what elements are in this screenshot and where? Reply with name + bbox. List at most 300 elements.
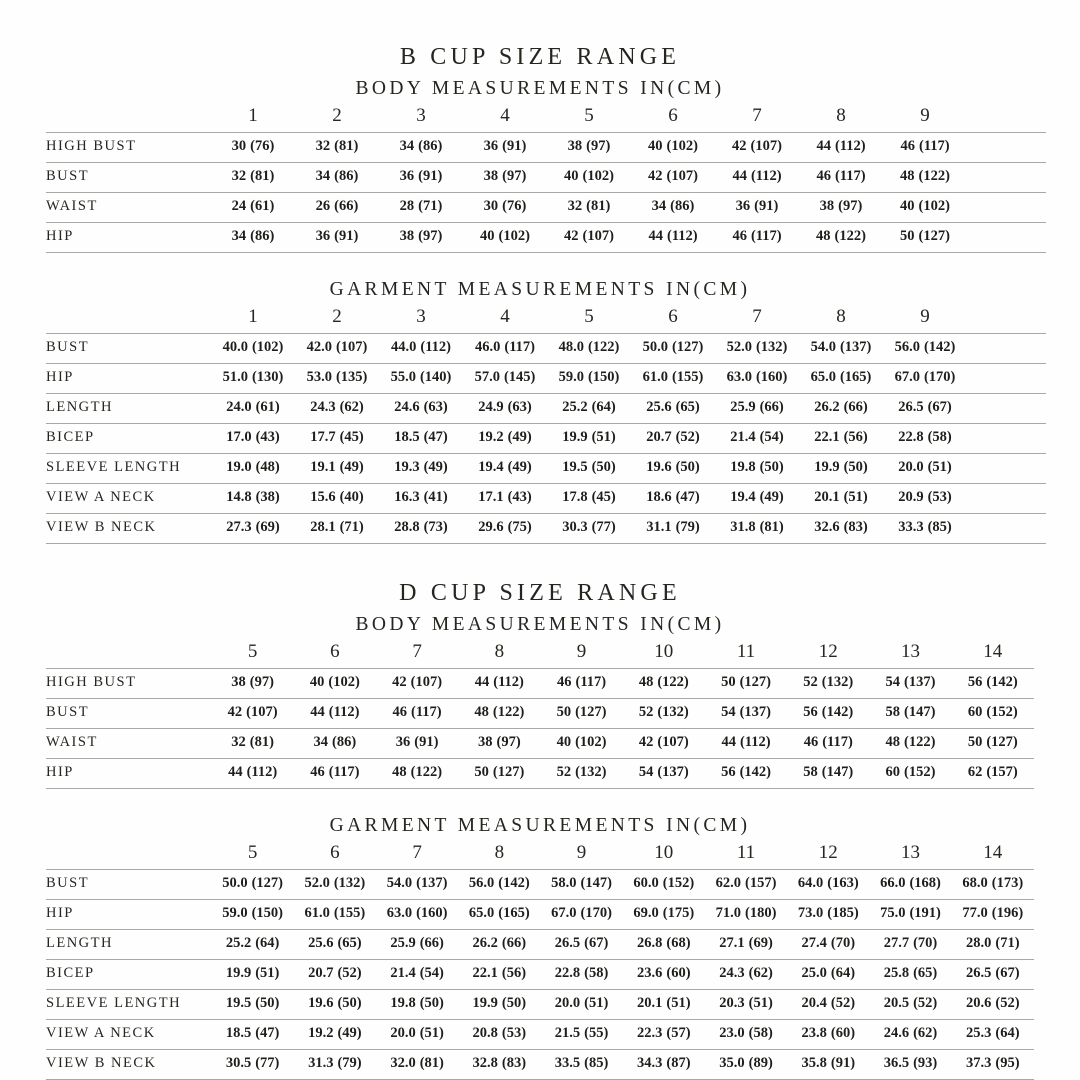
column-header-size-1: 1 (248, 105, 258, 126)
measurement-cell: 38 (97) (458, 728, 540, 758)
measurement-cell: 19.9 (51) (547, 423, 631, 453)
measurement-cell: 71.0 (180) (705, 899, 787, 929)
measurement-cell: 56.0 (142) (458, 869, 540, 899)
measurement-cell: 42 (107) (547, 222, 631, 252)
measurement-cell: 62.0 (157) (705, 869, 787, 899)
measurement-cell: 68.0 (173) (952, 869, 1034, 899)
row-label-header (46, 106, 211, 132)
table-b-cup-garment (46, 307, 1046, 544)
measurement-cell: 20.0 (51) (376, 1019, 458, 1049)
measurement-cell-spacer (967, 453, 1046, 483)
table-head (46, 307, 1046, 333)
measurement-cell: 21.4 (54) (376, 959, 458, 989)
measurement-cell: 46 (117) (376, 698, 458, 728)
row-label-header (46, 843, 212, 869)
measurement-cell: 38 (97) (547, 132, 631, 162)
measurement-cell: 36 (91) (295, 222, 379, 252)
column-header-size-5: 5 (584, 305, 594, 327)
measurement-cell: 20.9 (53) (883, 483, 967, 513)
column-header-size-5: 5 (247, 841, 258, 863)
measurement-cell: 19.5 (50) (212, 989, 294, 1019)
column-header-size-6: 6 (330, 640, 340, 662)
measurement-cell: 22.1 (56) (458, 959, 540, 989)
measurement-cell: 56.0 (142) (883, 333, 967, 363)
table-row (46, 513, 1046, 543)
measurement-cell: 50 (127) (458, 758, 540, 788)
measurement-cell: 36.5 (93) (869, 1049, 951, 1079)
subtitle-b-cup-body: BODY MEASUREMENTS IN(CM) (355, 78, 725, 99)
measurement-cell: 29.6 (75) (463, 513, 547, 543)
measurement-cell: 22.3 (57) (623, 1019, 705, 1049)
measurement-cell: 17.0 (43) (211, 423, 295, 453)
row-label: LENGTH (46, 929, 212, 959)
measurement-cell: 56 (142) (705, 758, 787, 788)
measurement-cell: 52.0 (132) (294, 869, 376, 899)
measurement-cell: 19.9 (50) (799, 453, 883, 483)
measurement-cell: 60 (152) (952, 698, 1034, 728)
measurement-cell: 34 (86) (631, 192, 715, 222)
column-header-size-4: 4 (500, 305, 510, 327)
measurement-cell: 31.8 (81) (715, 513, 799, 543)
measurement-cell: 46 (117) (294, 758, 376, 788)
table-row (46, 929, 1034, 959)
measurement-cell: 24.6 (62) (869, 1019, 951, 1049)
measurement-cell: 63.0 (160) (376, 899, 458, 929)
column-header-spacer (967, 106, 1046, 132)
measurement-cell: 21.5 (55) (540, 1019, 622, 1049)
table-row (46, 728, 1034, 758)
measurement-cell: 51.0 (130) (211, 363, 295, 393)
measurement-cell: 36 (91) (715, 192, 799, 222)
measurement-cell: 24.3 (62) (705, 959, 787, 989)
row-label: VIEW A NECK (46, 1019, 212, 1049)
measurement-cell: 15.6 (40) (295, 483, 379, 513)
measurement-cell: 20.8 (53) (458, 1019, 540, 1049)
measurement-cell: 73.0 (185) (787, 899, 869, 929)
section-d-cup (46, 580, 1034, 1080)
measurement-cell: 54.0 (137) (799, 333, 883, 363)
measurement-cell: 30 (76) (463, 192, 547, 222)
measurement-cell: 26.5 (67) (883, 393, 967, 423)
table-head (46, 106, 1046, 132)
column-header-row (46, 106, 1046, 132)
row-label: VIEW A NECK (46, 483, 211, 513)
measurement-cell: 32 (81) (295, 132, 379, 162)
measurement-cell: 67.0 (170) (540, 899, 622, 929)
measurement-cell: 65.0 (165) (458, 899, 540, 929)
measurement-cell: 46.0 (117) (463, 333, 547, 363)
measurement-cell: 23.6 (60) (623, 959, 705, 989)
measurement-cell: 18.6 (47) (631, 483, 715, 513)
row-label: WAIST (46, 728, 212, 758)
measurement-cell: 48 (122) (376, 758, 458, 788)
measurement-cell: 46 (117) (883, 132, 967, 162)
measurement-cell: 67.0 (170) (883, 363, 967, 393)
table-row (46, 333, 1046, 363)
measurement-cell: 36 (91) (379, 162, 463, 192)
column-header-size-6: 6 (668, 105, 678, 126)
measurement-cell: 54 (137) (869, 668, 951, 698)
measurement-cell: 48 (122) (799, 222, 883, 252)
row-label: HIP (46, 758, 212, 788)
column-header-size-13: 13 (900, 841, 920, 863)
measurement-cell: 40 (102) (540, 728, 622, 758)
measurement-cell: 55.0 (140) (379, 363, 463, 393)
measurement-cell: 32 (81) (211, 162, 295, 192)
measurement-cell: 27.7 (70) (869, 929, 951, 959)
table-row (46, 698, 1034, 728)
table-body (46, 869, 1034, 1079)
table-row (46, 423, 1046, 453)
measurement-cell: 20.5 (52) (869, 989, 951, 1019)
measurement-cell: 19.1 (49) (295, 453, 379, 483)
measurement-cell: 40 (102) (883, 192, 967, 222)
column-header-size-12: 12 (818, 841, 838, 863)
measurement-cell: 30 (76) (211, 132, 295, 162)
measurement-cell: 32.0 (81) (376, 1049, 458, 1079)
measurement-cell: 22.8 (58) (540, 959, 622, 989)
measurement-cell: 46 (117) (540, 668, 622, 698)
measurement-cell: 17.7 (45) (295, 423, 379, 453)
measurement-cell: 54 (137) (623, 758, 705, 788)
measurement-cell: 46 (117) (787, 728, 869, 758)
measurement-cell: 60 (152) (869, 758, 951, 788)
measurement-cell: 44 (112) (705, 728, 787, 758)
measurement-cell: 19.9 (50) (458, 989, 540, 1019)
measurement-cell: 44 (112) (799, 132, 883, 162)
measurement-cell: 50 (127) (705, 668, 787, 698)
column-header-size-5: 5 (584, 105, 594, 126)
row-label: BUST (46, 698, 212, 728)
measurement-cell: 48 (122) (883, 162, 967, 192)
measurement-cell: 33.3 (85) (883, 513, 967, 543)
measurement-cell: 19.6 (50) (631, 453, 715, 483)
measurement-cell: 46 (117) (799, 162, 883, 192)
section-title-d-cup: D CUP SIZE RANGE (399, 579, 681, 606)
column-header-size-3: 3 (416, 105, 426, 126)
column-header-size-8: 8 (836, 305, 846, 327)
measurement-cell: 19.8 (50) (715, 453, 799, 483)
row-label: BICEP (46, 959, 212, 989)
measurement-cell-spacer (967, 162, 1046, 192)
measurement-cell: 25.8 (65) (869, 959, 951, 989)
measurement-cell: 21.4 (54) (715, 423, 799, 453)
measurement-cell: 40 (102) (463, 222, 547, 252)
measurement-cell: 66.0 (168) (869, 869, 951, 899)
measurement-cell: 19.3 (49) (379, 453, 463, 483)
measurement-cell: 28.8 (73) (379, 513, 463, 543)
measurement-cell: 44 (112) (631, 222, 715, 252)
measurement-cell: 35.8 (91) (787, 1049, 869, 1079)
column-header-size-14: 14 (983, 640, 1003, 662)
table-b-cup-body (46, 106, 1046, 253)
measurement-cell: 20.1 (51) (799, 483, 883, 513)
table-row (46, 453, 1046, 483)
measurement-cell: 32.6 (83) (799, 513, 883, 543)
measurement-cell: 37.3 (95) (952, 1049, 1034, 1079)
measurement-cell: 58 (147) (869, 698, 951, 728)
measurement-cell: 26.2 (66) (458, 929, 540, 959)
measurement-cell: 17.1 (43) (463, 483, 547, 513)
measurement-cell: 24.6 (63) (379, 393, 463, 423)
measurement-cell: 34 (86) (294, 728, 376, 758)
table-body (46, 333, 1046, 543)
row-label: VIEW B NECK (46, 513, 211, 543)
column-header-row (46, 642, 1034, 668)
measurement-cell-spacer (967, 423, 1046, 453)
table-row (46, 959, 1034, 989)
table-body (46, 668, 1034, 788)
measurement-cell: 36 (91) (463, 132, 547, 162)
measurement-cell: 52 (132) (787, 668, 869, 698)
measurement-cell: 48 (122) (869, 728, 951, 758)
column-header-size-6: 6 (668, 305, 678, 327)
row-label: HIP (46, 899, 212, 929)
table-row (46, 132, 1046, 162)
measurement-cell: 52.0 (132) (715, 333, 799, 363)
row-label: LENGTH (46, 393, 211, 423)
measurement-cell-spacer (967, 222, 1046, 252)
measurement-cell: 62 (157) (952, 758, 1034, 788)
column-header-size-5: 5 (247, 640, 258, 662)
measurement-cell: 32 (81) (212, 728, 294, 758)
measurement-cell: 35.0 (89) (705, 1049, 787, 1079)
table-row (46, 222, 1046, 252)
subtitle-b-cup-garment: GARMENT MEASUREMENTS IN(CM) (329, 278, 751, 300)
measurement-cell: 19.2 (49) (294, 1019, 376, 1049)
table-row (46, 668, 1034, 698)
table-head (46, 642, 1034, 668)
measurement-cell: 40 (102) (631, 132, 715, 162)
measurement-cell: 26.2 (66) (799, 393, 883, 423)
measurement-cell: 25.9 (66) (376, 929, 458, 959)
column-header-spacer (967, 307, 1046, 333)
row-label: SLEEVE LENGTH (46, 453, 211, 483)
measurement-cell: 44.0 (112) (379, 333, 463, 363)
column-header-size-1: 1 (248, 305, 258, 327)
table-row (46, 869, 1034, 899)
measurement-cell: 28.0 (71) (952, 929, 1034, 959)
measurement-cell: 34 (86) (379, 132, 463, 162)
measurement-cell-spacer (967, 132, 1046, 162)
table-row (46, 758, 1034, 788)
column-header-size-11: 11 (736, 841, 756, 863)
measurement-cell-spacer (967, 333, 1046, 363)
measurement-cell-spacer (967, 363, 1046, 393)
measurement-cell: 26.5 (67) (540, 929, 622, 959)
measurement-cell: 64.0 (163) (787, 869, 869, 899)
measurement-cell: 32.8 (83) (458, 1049, 540, 1079)
measurement-cell: 25.2 (64) (547, 393, 631, 423)
measurement-cell: 58 (147) (787, 758, 869, 788)
row-label: HIGH BUST (46, 132, 211, 162)
column-header-size-13: 13 (900, 640, 920, 662)
measurement-cell: 19.6 (50) (294, 989, 376, 1019)
column-header-size-7: 7 (752, 105, 762, 126)
measurement-cell: 24.0 (61) (211, 393, 295, 423)
measurement-cell: 22.1 (56) (799, 423, 883, 453)
column-header-size-7: 7 (412, 841, 422, 863)
column-header-size-4: 4 (500, 105, 510, 126)
row-label: HIP (46, 222, 211, 252)
measurement-cell: 25.2 (64) (212, 929, 294, 959)
measurement-cell: 48.0 (122) (547, 333, 631, 363)
measurement-cell: 24.3 (62) (295, 393, 379, 423)
measurement-cell: 60.0 (152) (623, 869, 705, 899)
measurement-cell: 61.0 (155) (294, 899, 376, 929)
measurement-cell: 27.4 (70) (787, 929, 869, 959)
measurement-cell: 24 (61) (211, 192, 295, 222)
column-header-size-10: 10 (654, 640, 674, 662)
measurement-cell: 50.0 (127) (631, 333, 715, 363)
measurement-cell: 75.0 (191) (869, 899, 951, 929)
measurement-cell: 59.0 (150) (212, 899, 294, 929)
measurement-cell: 26 (66) (295, 192, 379, 222)
measurement-cell: 20.0 (51) (883, 453, 967, 483)
row-label-header (46, 642, 212, 668)
row-label: BUST (46, 333, 211, 363)
measurement-cell: 18.5 (47) (212, 1019, 294, 1049)
measurement-cell-spacer (967, 483, 1046, 513)
column-header-size-10: 10 (654, 841, 674, 863)
measurement-cell: 38 (97) (379, 222, 463, 252)
subtitle-d-cup-garment: GARMENT MEASUREMENTS IN(CM) (329, 814, 751, 836)
measurement-cell: 25.6 (65) (631, 393, 715, 423)
measurement-cell: 61.0 (155) (631, 363, 715, 393)
measurement-cell: 58.0 (147) (540, 869, 622, 899)
column-header-size-7: 7 (752, 305, 762, 327)
column-header-size-2: 2 (332, 305, 342, 327)
measurement-cell: 19.5 (50) (547, 453, 631, 483)
measurement-cell: 19.2 (49) (463, 423, 547, 453)
table-row (46, 162, 1046, 192)
measurement-cell: 22.8 (58) (883, 423, 967, 453)
table-row (46, 192, 1046, 222)
measurement-cell: 42 (107) (212, 698, 294, 728)
table-row (46, 899, 1034, 929)
measurement-cell-spacer (967, 513, 1046, 543)
measurement-cell: 40 (102) (294, 668, 376, 698)
measurement-cell: 26.8 (68) (623, 929, 705, 959)
table-row (46, 989, 1034, 1019)
measurement-cell: 25.0 (64) (787, 959, 869, 989)
measurement-cell: 20.4 (52) (787, 989, 869, 1019)
measurement-cell: 42 (107) (623, 728, 705, 758)
column-header-size-6: 6 (330, 841, 340, 863)
table-d-cup-garment (46, 843, 1034, 1080)
measurement-cell: 23.8 (60) (787, 1019, 869, 1049)
measurement-cell: 27.3 (69) (211, 513, 295, 543)
measurement-cell: 31.3 (79) (294, 1049, 376, 1079)
measurement-cell: 27.1 (69) (705, 929, 787, 959)
measurement-cell: 23.0 (58) (705, 1019, 787, 1049)
measurement-cell: 40.0 (102) (211, 333, 295, 363)
column-header-size-8: 8 (836, 105, 846, 126)
measurement-cell: 38 (97) (799, 192, 883, 222)
column-header-size-7: 7 (412, 640, 422, 662)
measurement-cell: 44 (112) (212, 758, 294, 788)
row-label: HIGH BUST (46, 668, 212, 698)
table-row (46, 483, 1046, 513)
measurement-cell: 20.3 (51) (705, 989, 787, 1019)
measurement-cell: 14.8 (38) (211, 483, 295, 513)
column-header-size-2: 2 (332, 105, 342, 126)
row-label: HIP (46, 363, 211, 393)
measurement-cell: 25.6 (65) (294, 929, 376, 959)
table-row (46, 393, 1046, 423)
table-body (46, 132, 1046, 252)
measurement-cell: 20.7 (52) (294, 959, 376, 989)
column-header-size-9: 9 (920, 305, 930, 327)
table-row (46, 1049, 1034, 1079)
measurement-cell: 25.9 (66) (715, 393, 799, 423)
measurement-cell: 42 (107) (715, 132, 799, 162)
row-label: WAIST (46, 192, 211, 222)
measurement-cell: 54.0 (137) (376, 869, 458, 899)
measurement-cell: 42 (107) (376, 668, 458, 698)
column-header-size-11: 11 (736, 640, 756, 662)
measurement-cell: 50 (127) (540, 698, 622, 728)
measurement-cell: 20.0 (51) (540, 989, 622, 1019)
measurement-cell: 17.8 (45) (547, 483, 631, 513)
measurement-cell: 44 (112) (715, 162, 799, 192)
measurement-cell: 44 (112) (458, 668, 540, 698)
table-head (46, 843, 1034, 869)
column-header-size-9: 9 (576, 640, 587, 662)
measurement-cell: 65.0 (165) (799, 363, 883, 393)
measurement-cell: 59.0 (150) (547, 363, 631, 393)
column-header-size-8: 8 (494, 640, 505, 662)
measurement-cell: 48 (122) (623, 668, 705, 698)
measurement-cell: 53.0 (135) (295, 363, 379, 393)
table-row (46, 1019, 1034, 1049)
measurement-cell: 42 (107) (631, 162, 715, 192)
measurement-cell-spacer (967, 192, 1046, 222)
row-label-header (46, 307, 211, 333)
column-header-size-9: 9 (920, 105, 930, 126)
measurement-cell: 24.9 (63) (463, 393, 547, 423)
measurement-cell: 31.1 (79) (631, 513, 715, 543)
column-header-row (46, 843, 1034, 869)
table-row (46, 363, 1046, 393)
measurement-cell: 36 (91) (376, 728, 458, 758)
measurement-cell: 30.5 (77) (212, 1049, 294, 1079)
subtitle-d-cup-body: BODY MEASUREMENTS IN(CM) (355, 613, 725, 635)
measurement-cell: 46 (117) (715, 222, 799, 252)
measurement-cell: 19.0 (48) (211, 453, 295, 483)
measurement-cell: 19.8 (50) (376, 989, 458, 1019)
row-label: BICEP (46, 423, 211, 453)
measurement-cell: 34 (86) (211, 222, 295, 252)
measurement-cell: 33.5 (85) (540, 1049, 622, 1079)
measurement-cell: 38 (97) (212, 668, 294, 698)
measurement-cell: 20.7 (52) (631, 423, 715, 453)
measurement-cell: 28.1 (71) (295, 513, 379, 543)
section-b-cup (46, 44, 1034, 544)
measurement-cell: 50.0 (127) (212, 869, 294, 899)
measurement-cell: 52 (132) (540, 758, 622, 788)
measurement-cell: 44 (112) (294, 698, 376, 728)
measurement-cell: 50 (127) (952, 728, 1034, 758)
measurement-cell: 19.4 (49) (463, 453, 547, 483)
column-header-size-8: 8 (494, 841, 505, 863)
row-label: SLEEVE LENGTH (46, 989, 212, 1019)
measurement-cell: 28 (71) (379, 192, 463, 222)
measurement-cell: 63.0 (160) (715, 363, 799, 393)
measurement-cell: 57.0 (145) (463, 363, 547, 393)
column-header-size-12: 12 (818, 640, 838, 662)
measurement-cell: 50 (127) (883, 222, 967, 252)
